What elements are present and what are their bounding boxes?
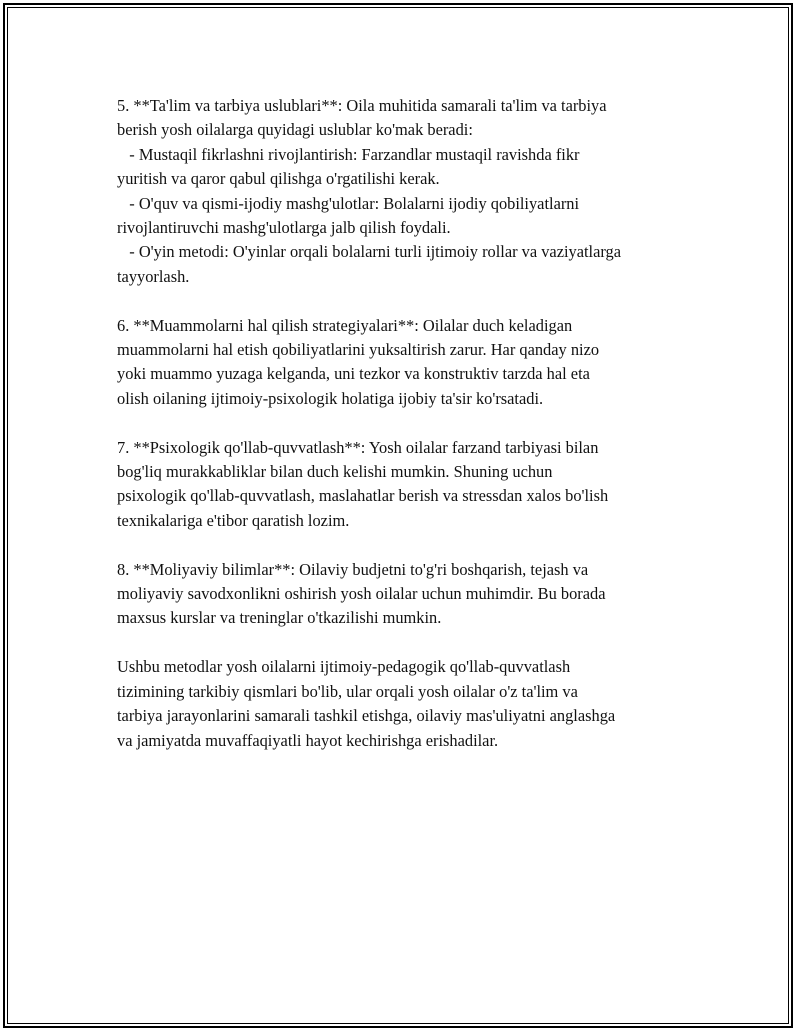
paragraph-psychological-support bbox=[117, 436, 707, 534]
text-line: olish oilaning ijtimoiy-psixologik holatiga ijobiy ta'sir ko'rsatadi. bbox=[117, 388, 544, 408]
text-line: - O'yin metodi: O'yinlar orqali bolalarni turli ijtimoiy rollar va vaziyatlarga bbox=[117, 242, 622, 262]
text-line: moliyaviy savodxonlikni oshirish yosh oilalar uchun muhimdir. Bu borada bbox=[117, 584, 606, 604]
text-line: psixologik qo'llab-quvvatlash, maslahatlar berish va stressdan xalos bo'lish bbox=[117, 486, 609, 506]
text-line: texnikalariga e'tibor qaratish lozim. bbox=[117, 510, 350, 530]
text-line: tayyorlash. bbox=[117, 266, 190, 286]
paragraph-financial-knowledge bbox=[117, 558, 707, 631]
text-line: 8. **Moliyaviy bilimlar**: Oilaviy budjetni to'g'ri boshqarish, tejash va bbox=[117, 559, 589, 579]
text-line: tarbiya jarayonlarini samarali tashkil etishga, oilaviy mas'uliyatni anglashga bbox=[117, 706, 616, 726]
text-line: yoki muammo yuzaga kelganda, uni tezkor va konstruktiv tarzda hal eta bbox=[117, 364, 590, 384]
text-line: berish yosh oilalarga quyidagi uslublar ko'mak beradi: bbox=[117, 120, 473, 140]
text-line: muammolarni hal etish qobiliyatlarini yuksaltirish zarur. Har qanday nizo bbox=[117, 340, 600, 360]
text-line: - O'quv va qismi-ijodiy mashg'ulotlar: Bolalarni ijodiy qobiliyatlarni bbox=[117, 193, 580, 213]
text-line: bog'liq murakkabliklar bilan duch kelishi mumkin. Shuning uchun bbox=[117, 462, 553, 482]
paragraph-problem-solving bbox=[117, 314, 707, 412]
text-line: rivojlantiruvchi mashg'ulotlarga jalb qilish foydali. bbox=[117, 218, 451, 238]
text-line: va jamiyatda muvaffaqiyatli hayot kechirishga erishadilar. bbox=[117, 730, 499, 750]
paragraph-conclusion bbox=[117, 655, 707, 753]
text-line: 6. **Muammolarni hal qilish strategiyalari**: Oilalar duch keladigan bbox=[117, 315, 573, 335]
text-line: 5. **Ta'lim va tarbiya uslublari**: Oila muhitida samarali ta'lim va tarbiya bbox=[117, 96, 607, 115]
document-body bbox=[117, 94, 707, 777]
text-line: Ushbu metodlar yosh oilalarni ijtimoiy-pedagogik qo'llab-quvvatlash bbox=[117, 657, 571, 677]
text-line: - Mustaqil fikrlashni rivojlantirish: Farzandlar mustaqil ravishda fikr bbox=[117, 144, 580, 164]
text-line: 7. **Psixologik qo'llab-quvvatlash**: Yosh oilalar farzand tarbiyasi bilan bbox=[117, 437, 599, 457]
text-line: tizimining tarkibiy qismlari bo'lib, ular orqali yosh oilalar o'z ta'lim va bbox=[117, 681, 578, 701]
paragraph-teaching-methods bbox=[117, 94, 707, 289]
text-line: maxsus kurslar va treninglar o'tkazilishi mumkin. bbox=[117, 608, 442, 628]
text-line: yuritish va qaror qabul qilishga o'rgatilishi kerak. bbox=[117, 169, 440, 189]
